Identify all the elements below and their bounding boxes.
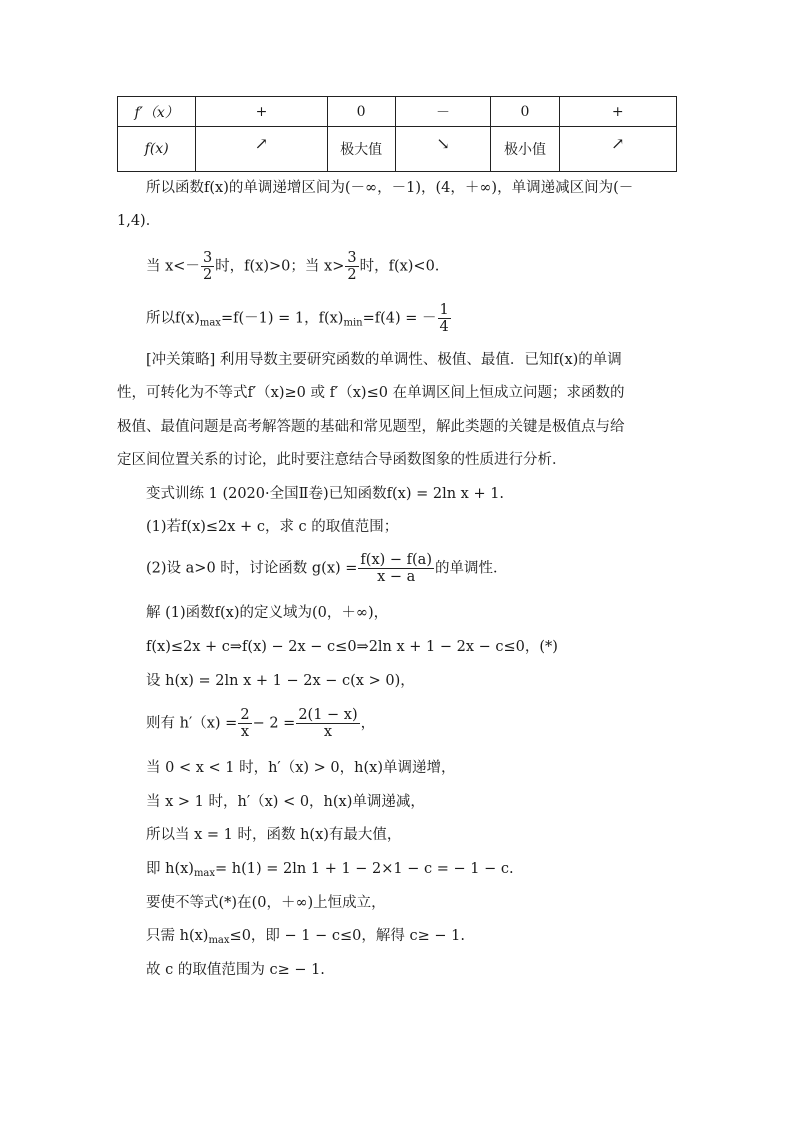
table-cell: 极大值 — [327, 127, 395, 172]
table-cell: + — [196, 97, 327, 127]
table-cell: f′（x） — [118, 97, 196, 127]
text-line: 则有 h′（x) = $\frac{2}{x}$ − 2 = $\frac{2(1 - x)}{x}$ ， — [146, 707, 376, 740]
fraction: $\frac{3}{2}$ — [202, 250, 213, 283]
text-line: 1,4)． — [117, 213, 161, 229]
text-line: 极值、最值问题是高考解答题的基础和常见题型，解此类题的关键是极值点与给 — [117, 419, 625, 435]
text-line: 故 c 的取值范围为 c≥ − 1. — [146, 962, 325, 978]
table-row — [118, 127, 677, 172]
fraction: $\frac{2}{x}$ — [240, 707, 250, 740]
text-line: 即 $h(x)_{max}= h(1) = 2\ln$ 1 + 1 − 2×1 − c = − 1 − c. — [146, 861, 514, 879]
text-line: 只需 $h(x)_{max}\le 0$，即 − 1 − c≤0，解得 c≥ − 1. — [146, 928, 465, 946]
text-line: [冲关策略] 利用导数主要研究函数的单调性、极值、最值．已知f(x)的单调 — [146, 352, 622, 368]
fraction: $\frac{1}{4}$ — [439, 302, 449, 335]
table-cell: 极小值 — [491, 127, 559, 172]
text-line: 当 x > 1 时，h′（x) < 0，h(x)单调递减， — [146, 794, 425, 810]
table-cell: + — [559, 97, 676, 127]
fraction: $\frac{2(1 - x)}{x}$ — [298, 707, 358, 740]
table-cell: 0 — [327, 97, 395, 127]
sign-table — [117, 96, 677, 172]
increasing-arrow: ↗ — [559, 127, 676, 172]
increasing-arrow: ↗ — [196, 127, 327, 172]
text-line: f(x)≤2x + c⇒f(x) − 2x − c≤0⇒2ln x + 1 − 2x − c≤0，(*) — [146, 639, 558, 655]
text-line: 所以$f(x)_{max}=f(-1) = 1$，$f(x)_{min}=f(4)$ = － $\frac{1}{4}$ — [146, 302, 449, 335]
text-line: 设 h(x) = 2ln x + 1 − 2x − c(x > 0)， — [146, 673, 415, 689]
text-line: 变式训练 1 (2020·全国Ⅱ卷)已知函数f(x) = 2ln x + 1. — [146, 486, 505, 502]
decreasing-arrow: ↘ — [395, 127, 491, 172]
text-line: 性，可转化为不等式f′（x)≥0 或 f′（x)≤0 在单调区间上恒成立问题；求函数的 — [117, 385, 625, 401]
text-line: 所以函数f(x)的单调递增区间为(－∞，－1)，(4，＋∞)，单调递减区间为(－ — [146, 180, 634, 196]
fraction: $\frac{f(x) - f(a)}{x - a}$ — [360, 552, 432, 585]
text-line: 所以当 x = 1 时，函数 h(x)有最大值， — [146, 827, 402, 843]
table-cell: 0 — [491, 97, 559, 127]
text-line: (1)若f(x)≤2x + c，求 c 的取值范围； — [146, 519, 399, 535]
text-line: (2)设 a>0 时，讨论函数 g(x) = $\frac{f(x) - f(a)}{x - a}$ 的单调性． — [146, 552, 508, 585]
fraction: $\frac{3}{2}$ — [347, 250, 357, 283]
table-cell: f(x) — [118, 127, 196, 172]
text-line: 当 0 < x < 1 时，h′（x) > 0，h(x)单调递增， — [146, 760, 456, 776]
table-cell: － — [395, 97, 491, 127]
text-line: 要使不等式(*)在(0，＋∞)上恒成立， — [146, 895, 386, 911]
text-line: 定区间位置关系的讨论，此时要注意结合导函数图象的性质进行分析． — [117, 452, 567, 468]
text-line: 当 x<－ $\frac{3}{2}$ 时，f(x)>0；当 x> $\frac{3}{2}$ 时，f(x)<0. — [146, 250, 440, 283]
text-line: 解 (1)函数f(x)的定义域为(0，＋∞)， — [146, 605, 389, 621]
table-row — [118, 97, 677, 127]
